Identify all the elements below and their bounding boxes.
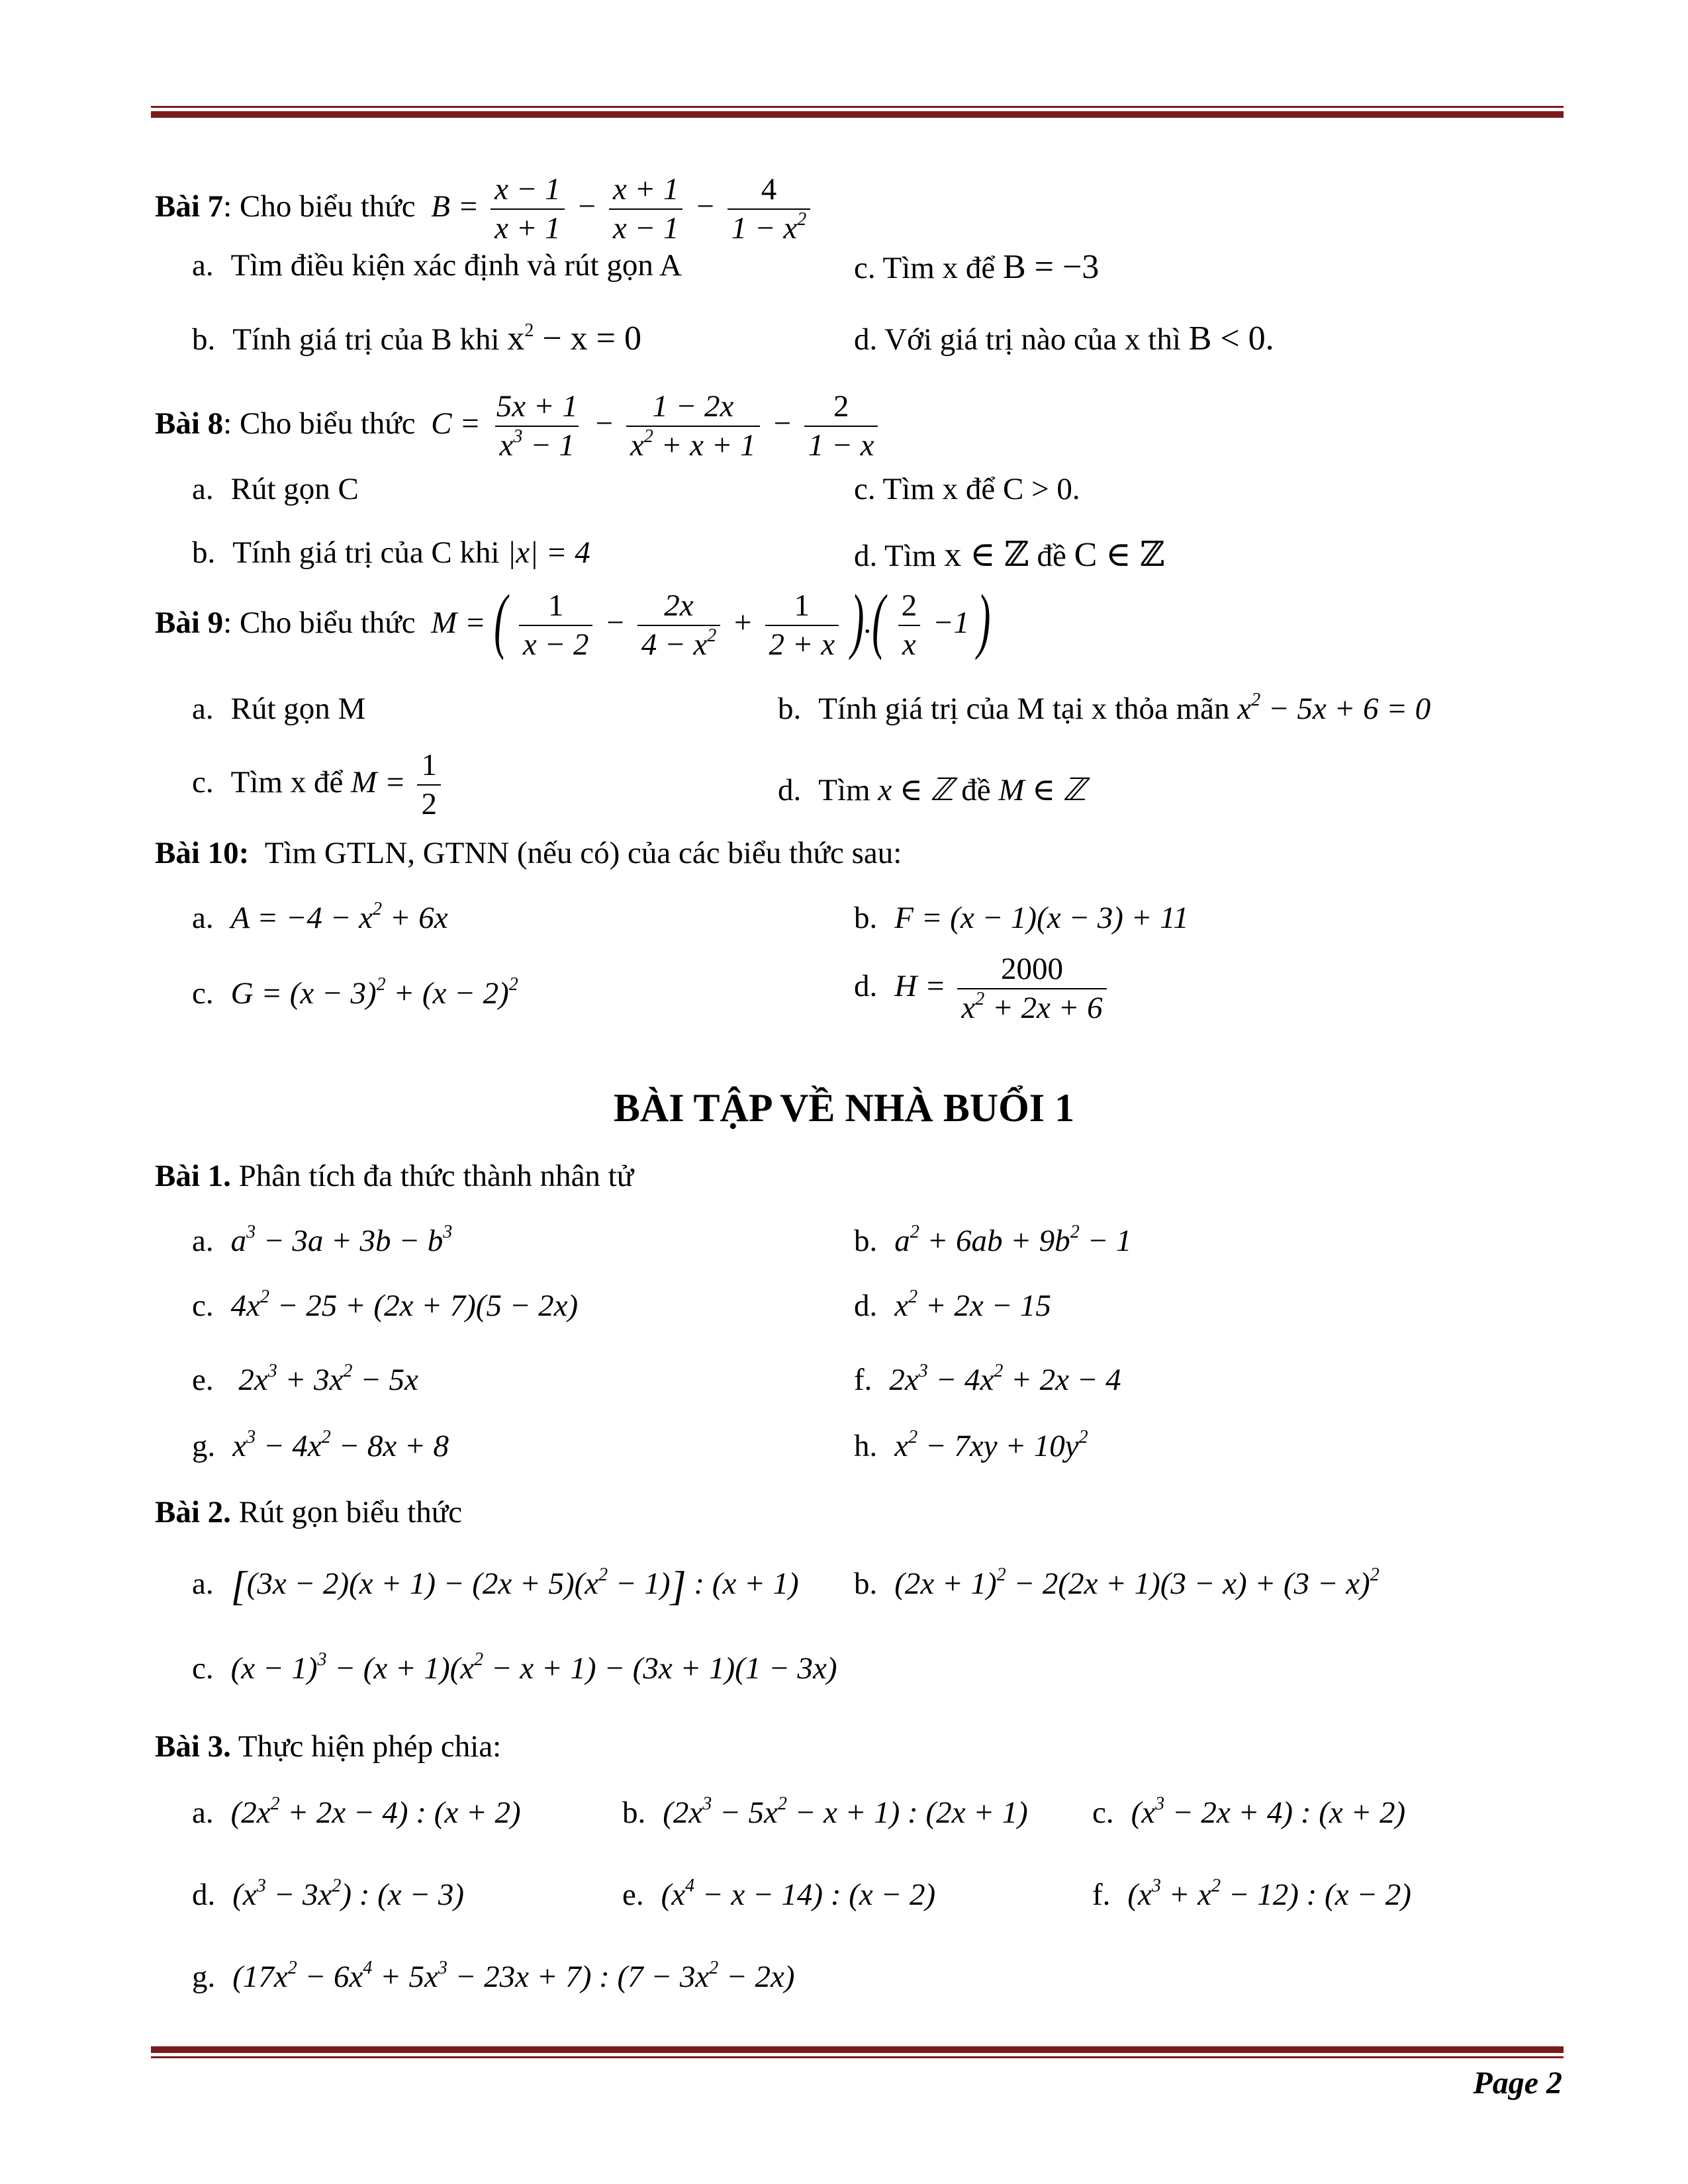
homework-2a: a. $[(3x - 2)(x + 1) - (2x + 5)(x^2 - 1)]$ : (x + 1)	[192, 1564, 799, 1610]
exercise-8-title: Bài 8: Cho biểu thức C = $\frac{5x + 1}{x^3 - 1}$ − $\frac{1 - 2x}{x^2 + x + 1}$ − $\frac{2}{1 - x}$	[155, 390, 882, 463]
exercise-8c: c. Tìm x để C > 0.	[854, 472, 1080, 506]
homework-3g: g. $(17x^2 - 6x^4 + 5x^3 - 23x + 7)$ : $(7 - 3x^2 - 2x)$	[192, 1958, 795, 1994]
exercise-9c: c. Tìm x để M = $\frac{1}{2}$	[192, 749, 445, 821]
homework-1e: e. $2x^3 + 3x^2 - 5x$	[192, 1361, 418, 1397]
homework-3c: c. $(x^3 - 2x + 4)$ : (x + 2)	[1092, 1794, 1406, 1830]
homework-3-title: Bài 3. Thực hiện phép chia:	[155, 1729, 502, 1764]
homework-1b: b. $a^2 + 6ab + 9b^2 - 1$	[854, 1222, 1132, 1258]
homework-3e: e. $(x^4 - x - 14)$ : (x − 2)	[622, 1876, 936, 1912]
exercise-10-title: Bài 10: Tìm GTLN, GTNN (nếu có) của các biểu thức sau:	[155, 836, 902, 870]
homework-1f: f. $2x^3 - 4x^2 + 2x - 4$	[854, 1361, 1121, 1397]
homework-3b: b. $(2x^3 - 5x^2 - x + 1)$ : (2x + 1)	[622, 1794, 1028, 1830]
exercise-7-title: Bài 7: Cho biểu thức B = $\frac{x - 1}{x + 1}$ − $\frac{x + 1}{x - 1}$ − $\frac{4}{1 - x^2}$	[155, 173, 814, 246]
exercise-9-title: Bài 9: Cho biểu thức M = ( $\frac{1}{x - 2}$ − $\frac{2x}{4 - x^2}$ + $\frac{1}{2 + x}$ ).( $\frac{2}{x}$ −1 )	[155, 580, 991, 662]
exercise-10b: b. F = (x − 1)(x − 3) + 11	[854, 901, 1189, 935]
exercise-8b: b. Tính giá trị của C khi |x| = 4	[192, 535, 590, 570]
exercise-8d: d. Tìm x ∈ ℤ đề C ∈ ℤ	[854, 536, 1165, 574]
homework-2-title: Bài 2. Rút gọn biểu thức	[155, 1495, 463, 1529]
exercise-10c: c. $G = (x - 3)^2 + (x - 2)^2$	[192, 974, 518, 1011]
exercise-7c: c. Tìm x để B = −3	[854, 248, 1100, 286]
header-rule	[151, 106, 1564, 118]
exercise-10a: a. $A = -4 - x^2 + 6x$	[192, 899, 448, 935]
exercise-7d: d. Với giá trị nào của x thì B < 0.	[854, 320, 1274, 357]
homework-2b: b. $(2x + 1)^2 - 2(2x + 1)(3 - x) + (3 - x)^2$	[854, 1565, 1380, 1601]
expression-B: B = $\frac{x - 1}{x + 1}$ − $\frac{x + 1}{x - 1}$ − $\frac{4}{1 - x^2}$	[431, 189, 814, 224]
homework-1-title: Bài 1. Phân tích đa thức thành nhân tử	[155, 1159, 634, 1193]
exercise-9b: b. Tính giá trị của M tại x thỏa mãn $x^2 - 5x + 6 = 0$	[778, 690, 1431, 726]
exercise-9d: d. Tìm x ∈ ℤ đề M ∈ ℤ	[778, 773, 1086, 807]
footer-rule	[151, 2046, 1564, 2058]
homework-heading: BÀI TẬP VỀ NHÀ BUỔI 1	[613, 1086, 1075, 1130]
page-number: Page 2	[1473, 2066, 1562, 2101]
expression-M: M = ( $\frac{1}{x - 2}$ − $\frac{2x}{4 - x^2}$ + $\frac{1}{2 + x}$ ).( $\frac{2}{x}$ −1 )	[431, 580, 991, 662]
exercise-10d: d. H = $\frac{2000}{x^2 + 2x + 6}$	[854, 953, 1111, 1025]
expression-C: C = $\frac{5x + 1}{x^3 - 1}$ − $\frac{1 - 2x}{x^2 + x + 1}$ − $\frac{2}{1 - x}$	[431, 406, 882, 441]
homework-3d: d. $(x^3 - 3x^2)$ : (x − 3)	[192, 1876, 465, 1912]
homework-2c: c. $(x - 1)^3 - (x + 1)(x^2 - x + 1) - (3x + 1)(1 - 3x)$	[192, 1649, 837, 1686]
exercise-7b: b. Tính giá trị của B khi $x^2 - x = 0$	[192, 320, 641, 357]
exercise-8a: a. Rút gọn C	[192, 472, 359, 506]
exercise-9a: a. Rút gọn M	[192, 692, 366, 726]
homework-1d: d. $x^2 + 2x - 15$	[854, 1287, 1051, 1323]
homework-1c: c. $4x^2 - 25 + (2x + 7)(5 - 2x)$	[192, 1287, 579, 1323]
homework-1a: a. $a^3 - 3a + 3b - b^3$	[192, 1222, 453, 1258]
exercise-7a: a. Tìm điều kiện xác định và rút gọn A	[192, 248, 682, 283]
homework-1g: g. $x^3 - 4x^2 - 8x + 8$	[192, 1427, 449, 1463]
homework-1h: h. $x^2 - 7xy + 10y^2$	[854, 1427, 1088, 1463]
homework-3f: f. $(x^3 + x^2 - 12)$ : (x − 2)	[1092, 1876, 1411, 1912]
homework-3a: a. $(2x^2 + 2x - 4)$ : (x + 2)	[192, 1794, 521, 1830]
